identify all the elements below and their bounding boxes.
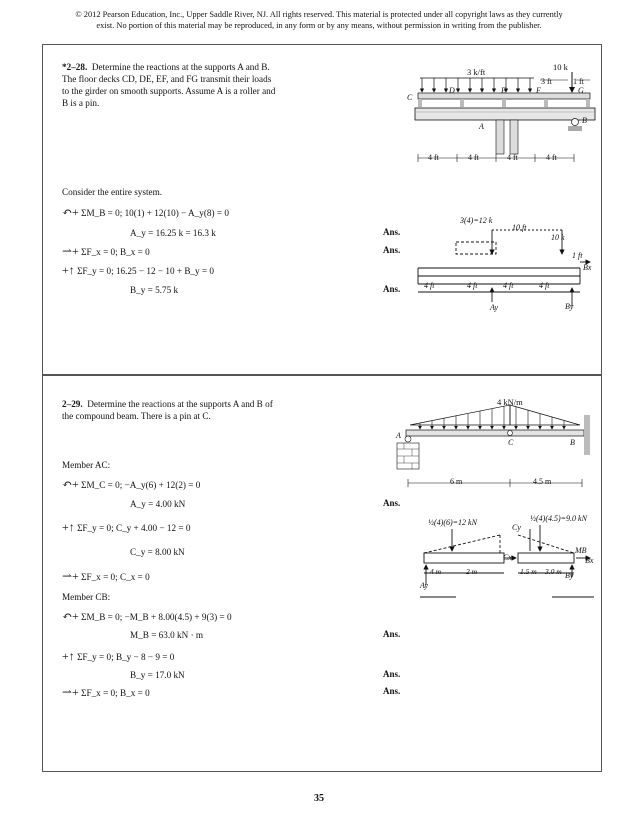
problem-2-29-statement	[62, 398, 322, 422]
answer-label: Ans.	[383, 669, 401, 679]
fbd-dim-2m: 2 m	[466, 567, 478, 576]
equation-sum-fy-ac: +↑ ΣF_y = 0; C_y + 4.00 − 12 = 0	[62, 520, 191, 534]
fig-point-load-label: 10 k	[553, 62, 568, 72]
fbd-mb-label: MB	[575, 546, 587, 555]
fbd-ay-label: Ay	[490, 303, 498, 312]
fig-load-4kn: 4 kN/m	[497, 397, 523, 407]
fig-span-3: 4 ft	[507, 153, 518, 162]
statement-line: The floor decks CD, DE, EF, and FG transmit their loads	[62, 74, 272, 84]
fbd-dim-1-5m: 1.5 m	[520, 567, 537, 576]
equation-moment-b: ↶+ ΣM_B = 0; −M_B + 8.00(4.5) + 9(3) = 0	[62, 609, 232, 623]
consider-text: Consider the entire system.	[62, 187, 163, 197]
answer-label: Ans.	[383, 498, 401, 508]
fbd-by-label: By	[565, 302, 574, 311]
fbd-bx-label: Bx	[583, 263, 592, 272]
member-cb-heading: Member CB:	[62, 592, 111, 602]
equation-by-result: B_y = 17.0 kN	[130, 670, 185, 680]
copyright-line-1: © 2012 Pearson Education, Inc., Upper Saddle River, NJ. All rights reserved. This material is protected under all copyright laws as they currently	[75, 10, 563, 19]
fbd-span-4: 4 ft	[539, 281, 550, 290]
fig-label-g: G	[578, 86, 584, 95]
fbd-load-9kn: ½(4)(4.5)=9.0 kN	[530, 514, 587, 523]
fig-label-a: A	[396, 431, 401, 440]
equation-sum-fx-cb: ⇀+ ΣF_x = 0; B_x = 0	[62, 685, 150, 699]
answer-label: Ans.	[383, 629, 401, 639]
answer-label: Ans.	[383, 284, 401, 294]
member-ac-heading: Member AC:	[62, 460, 111, 470]
fbd-load-12kn: ½(4)(6)=12 kN	[428, 518, 477, 527]
equation-by-result: B_y = 5.75 k	[130, 285, 179, 295]
equation-moment-b: ↶+ ΣM_B = 0; 10(1) + 12(10) − A_y(8) = 0	[62, 205, 229, 219]
fbd-span-2: 4 ft	[467, 281, 478, 290]
answer-label: Ans.	[383, 227, 401, 237]
equation-ay-result: A_y = 4.00 kN	[130, 499, 186, 509]
fig-label-c: C	[407, 93, 413, 102]
fig-span-4: 4 ft	[546, 153, 557, 162]
fbd-dim-10ft: 10 ft	[512, 223, 527, 232]
fbd-cx-label: Cx	[503, 553, 512, 562]
fbd-dim-1ft: 1 ft	[572, 251, 583, 260]
page-number: 35	[314, 793, 324, 804]
fbd-load-10k: 10 k	[551, 233, 565, 242]
equation-ay-result: A_y = 16.25 k = 16.3 k	[130, 228, 216, 238]
equation-moment-c: ↶+ ΣM_C = 0; −A_y(6) + 12(2) = 0	[62, 477, 201, 491]
fig-span-1: 4 ft	[428, 153, 439, 162]
fig-dim-4-5m: 4.5 m	[533, 477, 552, 486]
fig-label-b: B	[570, 438, 575, 447]
statement-line: the compound beam. There is a pin at C.	[62, 411, 211, 421]
answer-label: Ans.	[383, 686, 401, 696]
fbd-by-label: By	[565, 571, 574, 580]
statement-line: Determine the reactions at the supports A and B.	[91, 62, 270, 72]
equation-sum-fy: +↑ ΣF_y = 0; 16.25 − 12 − 10 + B_y = 0	[62, 263, 214, 277]
fig-label-c: C	[508, 438, 514, 447]
equation-sum-fx-ac: ⇀+ ΣF_x = 0; C_x = 0	[62, 569, 150, 583]
equation-mb-result: M_B = 63.0 kN · m	[130, 630, 204, 640]
fig-dim-6m: 6 m	[450, 477, 463, 486]
fbd-cy-label: Cy	[512, 523, 521, 532]
fig-span-2: 4 ft	[468, 153, 479, 162]
fig-label-e: E	[501, 86, 506, 95]
fig-label-f: F	[536, 86, 541, 95]
problem-2-29-number: 2–29.	[62, 399, 83, 409]
fig-label-a: A	[479, 122, 484, 131]
fbd-span-1: 4 ft	[424, 281, 435, 290]
fbd-dim-4m: 4 m	[430, 567, 442, 576]
fig-dim-3ft: 3 ft	[541, 77, 552, 86]
fbd-span-3: 4 ft	[503, 281, 514, 290]
fbd-ay-label: Ay	[420, 581, 428, 590]
equation-sum-fy-cb: +↑ ΣF_y = 0; B_y − 8 − 9 = 0	[62, 649, 175, 663]
fbd-bx-label: Bx	[585, 556, 594, 565]
answer-label: Ans.	[383, 245, 401, 255]
copyright-header	[14, 9, 624, 31]
statement-line: to the girder on smooth supports. Assume A is a roller and	[62, 86, 276, 96]
problem-2-28-statement	[62, 61, 312, 109]
statement-line: Determine the reactions at the supports A and B of	[87, 399, 273, 409]
copyright-line-2: exist. No portion of this material may be reproduced, in any form or by any means, without permission in writing from the publisher.	[96, 21, 542, 30]
statement-line: B is a pin.	[62, 98, 100, 108]
equation-cy-result: C_y = 8.00 kN	[130, 547, 185, 557]
equation-sum-fx: ⇀+ ΣF_x = 0; B_x = 0	[62, 244, 150, 258]
problem-2-28-number: *2–28.	[62, 62, 88, 72]
fig-label-d: D	[449, 86, 455, 95]
fig-dim-1ft: 1 ft	[573, 77, 584, 86]
fig-dist-load-label: 3 k/ft	[467, 67, 486, 77]
fbd-load-12k: 3(4)=12 k	[460, 216, 493, 225]
fbd-dim-3-0m: 3.0 m	[545, 567, 562, 576]
problem-2-28-free-body-diagram	[412, 210, 598, 315]
fig-label-b: B	[582, 116, 587, 125]
